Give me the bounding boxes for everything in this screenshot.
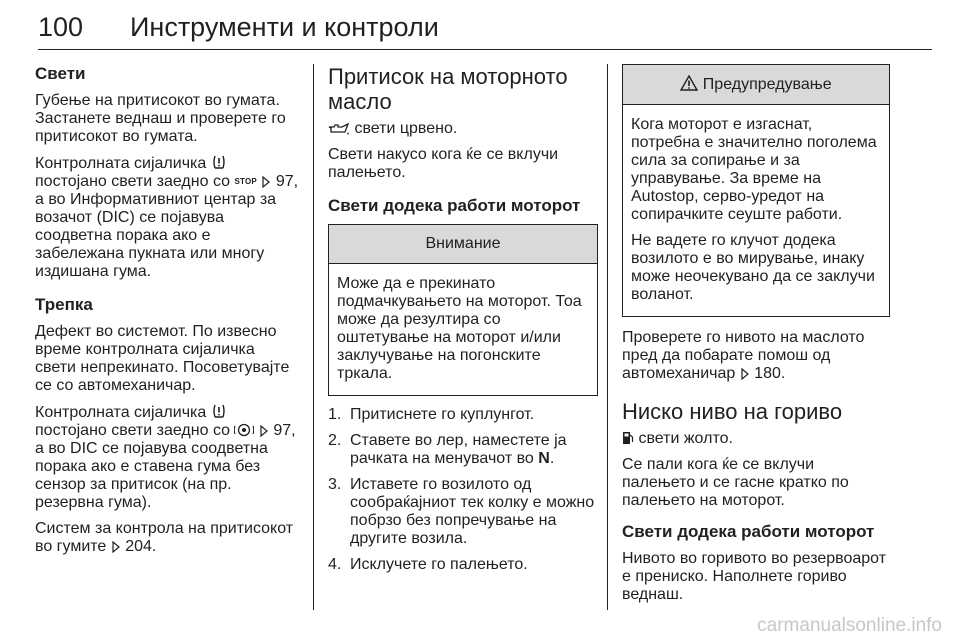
- paragraph: [35, 403, 300, 512]
- paragraph: Може да е прекинато подмачкувањето на моторот. Тоа може да резултира со оштетување на моторот и/или заклучување на погонските тркала.: [337, 275, 582, 382]
- oil-can-icon: [328, 123, 350, 135]
- caution-box: [328, 224, 598, 396]
- text-run: постојано свети заедно со: [35, 173, 231, 190]
- caution-text: [329, 264, 597, 395]
- step-text: Притиснете го куплунгот.: [350, 406, 535, 423]
- warning-text: [623, 105, 889, 316]
- section-heading: Ниско ниво на гориво: [622, 399, 843, 424]
- text-run: 204.: [125, 538, 157, 555]
- tire-pressure-icon: [211, 154, 227, 170]
- page-reference-icon: [111, 541, 121, 553]
- step-number: 2.: [328, 432, 342, 449]
- column-fuel: [622, 64, 890, 612]
- page-title: Инструменти и контроли: [130, 12, 439, 42]
- step-number: 3.: [328, 476, 342, 493]
- column-divider: [313, 64, 314, 610]
- page-number: 100: [38, 12, 84, 42]
- tire-pressure-icon: [211, 403, 227, 419]
- caution-title: Внимание: [329, 225, 597, 264]
- page-reference-icon: [740, 368, 750, 380]
- stop-icon: STOP: [234, 177, 257, 186]
- section-subheading: Свети додека работи моторот: [622, 522, 875, 541]
- text-run: свети црвено.: [354, 120, 458, 137]
- text-run: Систем за контрола на притисокот во гумите: [35, 520, 294, 555]
- paragraph: Не вадете го клучот додека возилото е во мирување, инаку може неочекувано да се заклучи воланот.: [631, 232, 875, 303]
- list-item: [328, 406, 598, 424]
- text-run: 97, а во Информативниот центар за возачот (DIC) се појавува соодветна порака ако е забележана пукната или многу издишана гума.: [35, 173, 299, 280]
- text-run: Проверете го нивото на маслото пред да побарате помош од автомеханичар: [622, 329, 865, 382]
- paragraph: Нивото во горивото во резервоарот е прениско. Наполнете гориво веднаш.: [622, 550, 887, 603]
- page-reference-icon: [259, 425, 269, 437]
- warning-header: [623, 65, 889, 105]
- text-run: 180.: [754, 365, 786, 382]
- step-text: Исклучете го палењето.: [350, 556, 528, 573]
- text-run: Ставете во лер, наместете ја рачката на менувачот во: [350, 432, 567, 467]
- paragraph: [622, 329, 890, 383]
- warning-title: Предупредување: [702, 76, 832, 93]
- page-reference-icon: [261, 176, 271, 188]
- page-header: [38, 4, 932, 50]
- step-number: 1.: [328, 406, 342, 423]
- paragraph: Кога моторот е изгаснат, потребна е значително поголема сила за сопирање и за управување. За време на Autostop, серво-уредот на сопирачките сеуште работи.: [631, 116, 877, 223]
- step-number: 4.: [328, 556, 342, 573]
- gear-neutral-label: N: [538, 450, 550, 467]
- paragraph: [622, 430, 890, 448]
- paragraph: [328, 120, 598, 138]
- paragraph: Дефект во системот. По извесно време контролната сијаличка свети непрекинато. Посоветувајте се со автомеханичар.: [35, 323, 290, 394]
- column-oil-pressure: [328, 64, 598, 582]
- text-run: Контролната сијаличка: [35, 404, 207, 421]
- header-rule: [38, 49, 932, 50]
- text-run: свети жолто.: [638, 430, 733, 447]
- tire-sensor-icon: [234, 423, 254, 437]
- column-divider: [607, 64, 608, 610]
- paragraph: Свети накусо кога ќе се вклучи палењето.: [328, 146, 559, 181]
- text-run: постојано свети заедно со: [35, 422, 231, 439]
- list-item: [328, 476, 598, 548]
- list-item: [328, 432, 598, 468]
- text-run: Контролната сијаличка: [35, 155, 207, 172]
- section-heading: Притисок на моторното масло: [328, 64, 568, 114]
- text-run: .: [549, 450, 555, 467]
- paragraph: Губење на притисокот во гумата. Застанете веднаш и проверете го притисокот во гумата.: [35, 92, 286, 145]
- fuel-pump-icon: [622, 431, 634, 445]
- paragraph: [35, 154, 300, 281]
- paragraph: [35, 520, 300, 556]
- text-run: 97, а во DIC се појавува соодветна порака ако е ставена гума без сензор за притисок (на пр. резервна гума).: [35, 422, 296, 511]
- paragraph: Се пали кога ќе се вклучи палењето и се гасне кратко по палењето на моторот.: [622, 456, 849, 509]
- list-item: [328, 556, 598, 574]
- warning-box: [622, 64, 890, 317]
- section-subheading: Свети додека работи моторот: [328, 196, 581, 215]
- step-text: Иставете го возилото од сообраќајниот тек колку е можно побрзо без попречување на другите возила.: [350, 476, 595, 547]
- warning-triangle-icon: [680, 75, 698, 91]
- section-heading: Свети: [35, 64, 86, 83]
- steps-list: [328, 406, 598, 574]
- step-text: [350, 432, 598, 468]
- section-heading: Трепка: [35, 295, 93, 314]
- column-tire-pressure: [35, 64, 300, 564]
- watermark: carmanualsonline.info: [757, 615, 942, 636]
